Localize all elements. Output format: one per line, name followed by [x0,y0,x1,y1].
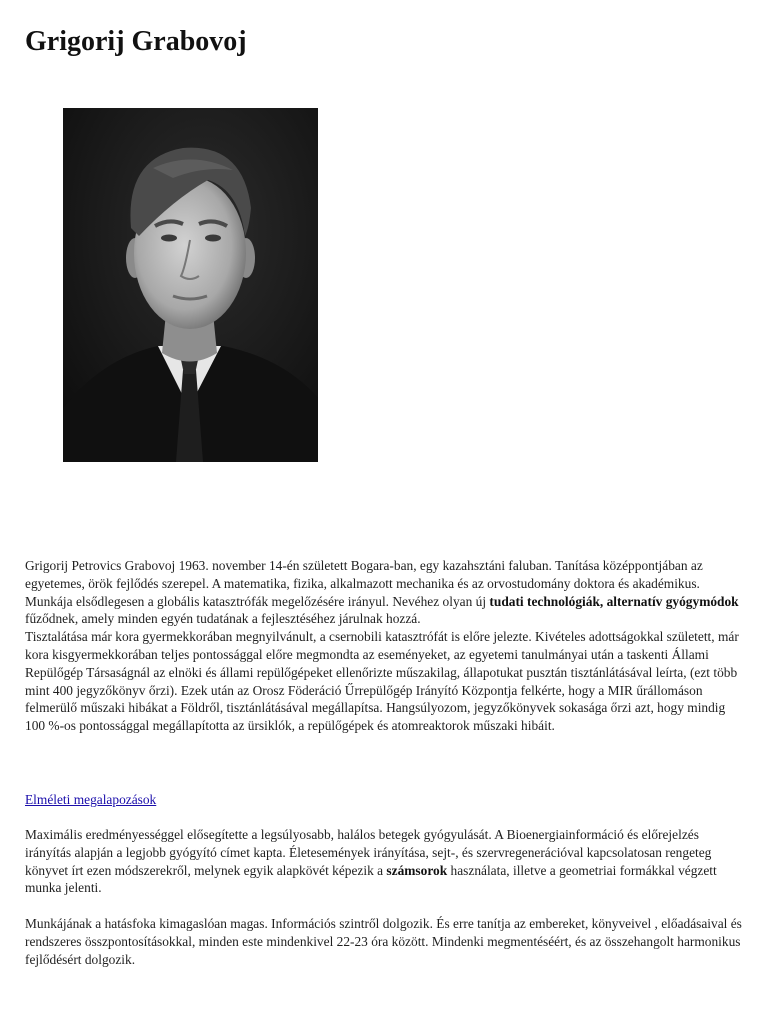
healing-section [25,826,745,897]
healing-text-end: használata, illetve a geometriai formákkal végzett munka jelenti. [25,862,717,896]
healing-paragraph [25,826,745,897]
biography-section [25,557,745,735]
bio-p2-highlight: tudati technológiák, alternatív gyógymódok [489,593,739,609]
bio-p2-text: Munkája elsődlegesen a globális katasztrófák megelőzésére irányul. Nevéhez olyan új [25,593,490,609]
portrait-photo [63,108,318,462]
work-section [25,915,745,968]
bio-paragraph-2 [25,593,745,629]
link-section [25,791,745,809]
page-title: Grigorij Grabovoj [25,26,247,57]
healing-highlight: számsorok [386,862,448,878]
bio-paragraph-1: Grigorij Petrovics Grabovoj 1963. november 14-én született Bogara-ban, egy kazahsztáni faluban. Tanítása középpontjában az egyetemes, örök fejlődés szerepel. A matematika, fizika, alkalmazott mechanika és az orvostudomány doktora és akadémikus. [25,558,703,591]
bio-p2-text-end: fűződnek, amely minden egyén tudatának a fejlesztéséhez járulnak hozzá. [25,611,421,627]
work-paragraph: Munkájának a hatásfoka kimagaslóan magas. Információs szintről dolgozik. És erre tanítja az embereket, könyveivel , előadásaival és rendszeres összpontosításokkal, minden este mindenkivel 22-23 óra között. Mindenki megmentéséért, és az összehangolt harmonikus fejlődésért dolgozik. [25,916,742,967]
theoretical-foundations-link[interactable]: Elméleti megalapozások [25,792,157,807]
healing-text: Maximális eredményességgel elősegítette a legsúlyosabb, halálos betegek gyógyulását. A Bioenergiainformáció és előrejelzés irányítás alapján a legjobb gyógyító címet kapta. Életesemények irányítása, sejt-, és szervregenerációval kapcsolatosan rengeteg könyvet írt ezen módszerekről, melynek egyik alapkövét képezik a [25,827,712,878]
bio-paragraph-3: Tisztalátása már kora gyermekkorában megnyilvánult, a csernobili katasztrófát is előre jelezte. Kivételes adottságokkal született, már kora kisgyermekkorában teljes pontossággal előre megmondta az eseményeket, az egyetemi tanulmányai után a taskenti Állami Repülőgép Társaságnál az elnöki és állami repülőgépeket ellenőrizte műszakilag, állapotukat pusztán tisztánlátásával leírta, (ezt több mint 400 jegyzőkönyv őrzi). Ezek után az Orosz Föderáció Űrrepülőgép Irányító Központja felkérte, hogy a MIR űrállomáson felmerülő műszaki hibákat a Földről, tisztánlátásával megállapítsa. Hangsúlyozom, jegyzőkönyvek sokasága őrzi azt, hogy mindig 100 %-os pontossággal megállapította az ürsiklók, a repülőgépek és atomreaktorok műszaki hibáit. [25,629,739,734]
